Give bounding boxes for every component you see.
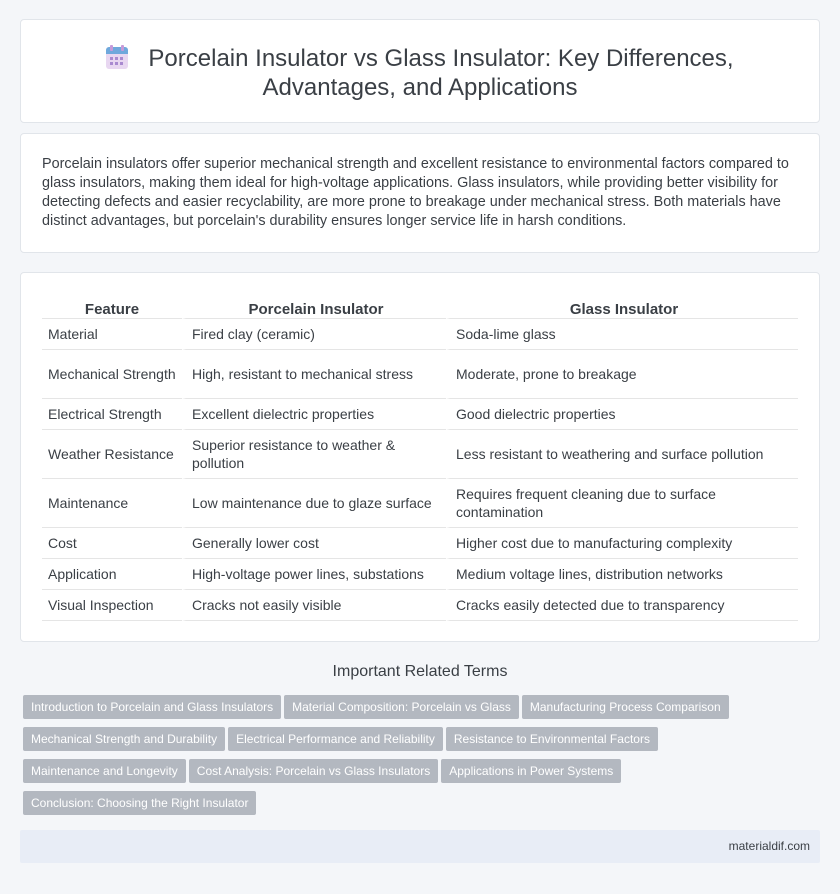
table-cell: Cost bbox=[42, 528, 182, 559]
footer-site-link[interactable]: materialdif.com bbox=[728, 839, 810, 853]
column-header-feature: Feature bbox=[42, 297, 182, 319]
related-term-tag[interactable]: Mechanical Strength and Durability bbox=[23, 727, 225, 751]
table-cell: Higher cost due to manufacturing complexity bbox=[446, 528, 798, 559]
related-terms-heading: Important Related Terms bbox=[332, 663, 508, 680]
table-cell: Excellent dielectric properties bbox=[182, 399, 446, 430]
comparison-table-card bbox=[20, 272, 820, 642]
intro-card bbox=[20, 133, 820, 253]
table-cell: Application bbox=[42, 559, 182, 590]
table-cell: Superior resistance to weather & pollution bbox=[182, 430, 446, 479]
table-cell: Good dielectric properties bbox=[446, 399, 798, 430]
comparison-table bbox=[42, 297, 798, 621]
related-terms-list bbox=[23, 695, 783, 823]
table-row bbox=[42, 319, 798, 350]
table-cell: Generally lower cost bbox=[182, 528, 446, 559]
table-cell: Maintenance bbox=[42, 479, 182, 528]
table-row bbox=[42, 399, 798, 430]
related-term-tag[interactable]: Conclusion: Choosing the Right Insulator bbox=[23, 791, 256, 815]
table-cell: Soda-lime glass bbox=[446, 319, 798, 350]
table-row bbox=[42, 479, 798, 528]
page-title bbox=[60, 44, 780, 102]
related-term-tag[interactable]: Introduction to Porcelain and Glass Insulators bbox=[23, 695, 281, 719]
table-cell: Requires frequent cleaning due to surface contamination bbox=[446, 479, 798, 528]
header-card bbox=[20, 19, 820, 123]
related-term-tag[interactable]: Material Composition: Porcelain vs Glass bbox=[284, 695, 519, 719]
table-row bbox=[42, 590, 798, 621]
table-cell: Less resistant to weathering and surface pollution bbox=[446, 430, 798, 479]
table-header-row bbox=[42, 297, 798, 319]
table-cell: Low maintenance due to glaze surface bbox=[182, 479, 446, 528]
calendar-icon bbox=[106, 45, 128, 69]
related-term-tag[interactable]: Applications in Power Systems bbox=[441, 759, 621, 783]
table-row bbox=[42, 430, 798, 479]
page-title-text: Porcelain Insulator vs Glass Insulator: Key Differences, Advantages, and Applications bbox=[148, 45, 734, 101]
table-cell: High-voltage power lines, substations bbox=[182, 559, 446, 590]
related-term-tag[interactable]: Electrical Performance and Reliability bbox=[228, 727, 443, 751]
related-term-tag[interactable]: Cost Analysis: Porcelain vs Glass Insulators bbox=[189, 759, 438, 783]
table-row bbox=[42, 528, 798, 559]
column-header-porcelain: Porcelain Insulator bbox=[182, 297, 446, 319]
related-term-tag[interactable]: Maintenance and Longevity bbox=[23, 759, 186, 783]
table-cell: Visual Inspection bbox=[42, 590, 182, 621]
table-cell: High, resistant to mechanical stress bbox=[182, 350, 446, 399]
table-cell: Medium voltage lines, distribution networks bbox=[446, 559, 798, 590]
intro-paragraph: Porcelain insulators offer superior mechanical strength and excellent resistance to environmental factors compared to glass insulators, making them ideal for high-voltage applications. Glass insulators, while providing better visibility for detecting defects and easier recyclability, are more prone to breakage under mechanical stress. Both materials have distinct advantages, but porcelain's durability ensures longer service life in harsh conditions. bbox=[42, 156, 789, 229]
table-cell: Mechanical Strength bbox=[42, 350, 182, 399]
footer-bar bbox=[20, 830, 820, 863]
table-cell: Material bbox=[42, 319, 182, 350]
table-cell: Cracks easily detected due to transparency bbox=[446, 590, 798, 621]
table-cell: Fired clay (ceramic) bbox=[182, 319, 446, 350]
table-row bbox=[42, 350, 798, 399]
column-header-glass: Glass Insulator bbox=[446, 297, 798, 319]
table-cell: Moderate, prone to breakage bbox=[446, 350, 798, 399]
table-row bbox=[42, 559, 798, 590]
related-term-tag[interactable]: Resistance to Environmental Factors bbox=[446, 727, 658, 751]
table-cell: Cracks not easily visible bbox=[182, 590, 446, 621]
table-cell: Electrical Strength bbox=[42, 399, 182, 430]
table-cell: Weather Resistance bbox=[42, 430, 182, 479]
related-term-tag[interactable]: Manufacturing Process Comparison bbox=[522, 695, 729, 719]
